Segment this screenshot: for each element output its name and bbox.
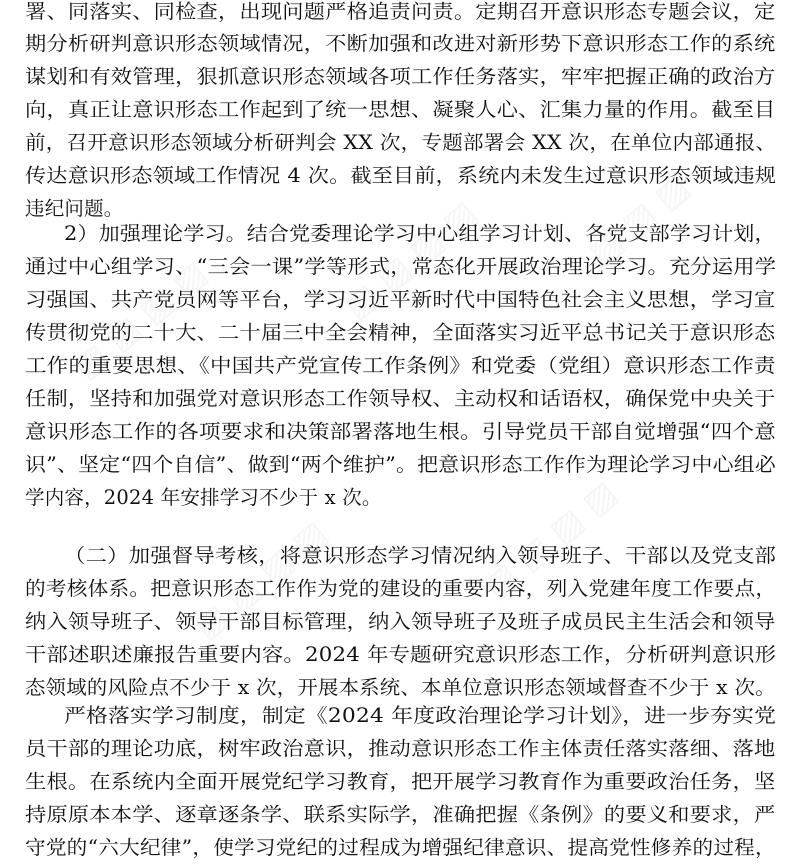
paragraph-line: 传贯彻党的二十大、二十届三中全会精神，全面落实习近平总书记关于意识形态 (25, 321, 776, 344)
paragraph-line: 员干部的理论功底，树牢政治意识，推动意识形态工作主体责任落实落细、落地 (25, 737, 776, 760)
paragraph-line: （二）加强督导考核，将意识形态学习情况纳入领导班子、干部以及党支部 (64, 544, 777, 567)
paragraph-line: 署、同落实、同检查，出现问题严格追责问责。定期召开意识形态专题会议，定 (25, 0, 776, 23)
paragraph-line: 持原原本本学、逐章逐条学、联系实际学，准确把握《条例》的要义和要求，严 (25, 803, 776, 826)
paragraph-line: 学内容，2024 年安排学习不少于 x 次。 (25, 486, 382, 509)
paragraph-line: 意识形态工作的各项要求和决策部署落地生根。引导党员干部自觉增强“四个意 (25, 420, 776, 443)
paragraph-line: 通过中心组学习、“三会一课”学等形式，常态化开展政治理论学习。充分运用学 (25, 255, 777, 278)
paragraph-line: 态领域的风险点不少于 x 次，开展本系统、本单位意识形态领域督查不少于 x 次。 (25, 676, 776, 699)
paragraph-line: 任制，坚持和加强党对意识形态工作领导权、主动权和话语权，确保党中央关于 (25, 387, 776, 410)
paragraph-line: 谋划和有效管理，狠抓意识形态领域各项工作任务落实，牢牢把握正确的政治方 (25, 65, 776, 88)
paragraph-line: 传达意识形态领域工作情况 4 次。截至目前，系统内未发生过意识形态领域违规 (25, 164, 777, 187)
paragraph-line: 习强国、共产党员网等平台，学习习近平新时代中国特色社会主义思想，学习宣 (25, 288, 776, 311)
paragraph-line: 纳入领导班子、领导干部目标管理，纳入领导班子及班子成员民主生活会和领导 (25, 610, 776, 633)
paragraph-line: 生根。在系统内全面开展党纪学习教育，把开展学习教育作为重要政治任务，坚 (25, 770, 776, 793)
paragraph-line: 违纪问题。 (25, 197, 124, 220)
paragraph-line: 工作的重要思想、《中国共产党宣传工作条例》和党委（党组）意识形态工作责 (25, 354, 776, 377)
paragraph-line: 期分析研判意识形态领域情况，不断加强和改进对新形势下意识形态工作的系统 (25, 32, 776, 55)
paragraph-line: 向，真正让意识形态工作起到了统一思想、凝聚人心、汇集力量的作用。截至目 (25, 98, 776, 121)
paragraph-line: 的考核体系。把意识形态工作作为党的建设的重要内容，列入党建年度工作要点， (25, 577, 777, 600)
paragraph-line: 严格落实学习制度，制定《2024 年度政治理论学习计划》，进一步夯实党 (64, 704, 777, 727)
paragraph-line: 前，召开意识形态领域分析研判会 XX 次，专题部署会 XX 次，在单位内部通报、 (25, 131, 777, 154)
paragraph-line: 守党的“六大纪律”，使学习党纪的过程成为增强纪律意识、提高党性修养的过程， (25, 836, 776, 859)
paragraph-line: 识”、坚定“四个自信”、做到“两个维护”。把意识形态工作作为理论学习中心组必 (25, 453, 776, 476)
paragraph-line: 干部述职述廉报告重要内容。2024 年专题研究意识形态工作，分析研判意识形 (25, 643, 777, 666)
paragraph-line: 2）加强理论学习。结合党委理论学习中心组学习计划、各党支部学习计划， (64, 222, 776, 245)
